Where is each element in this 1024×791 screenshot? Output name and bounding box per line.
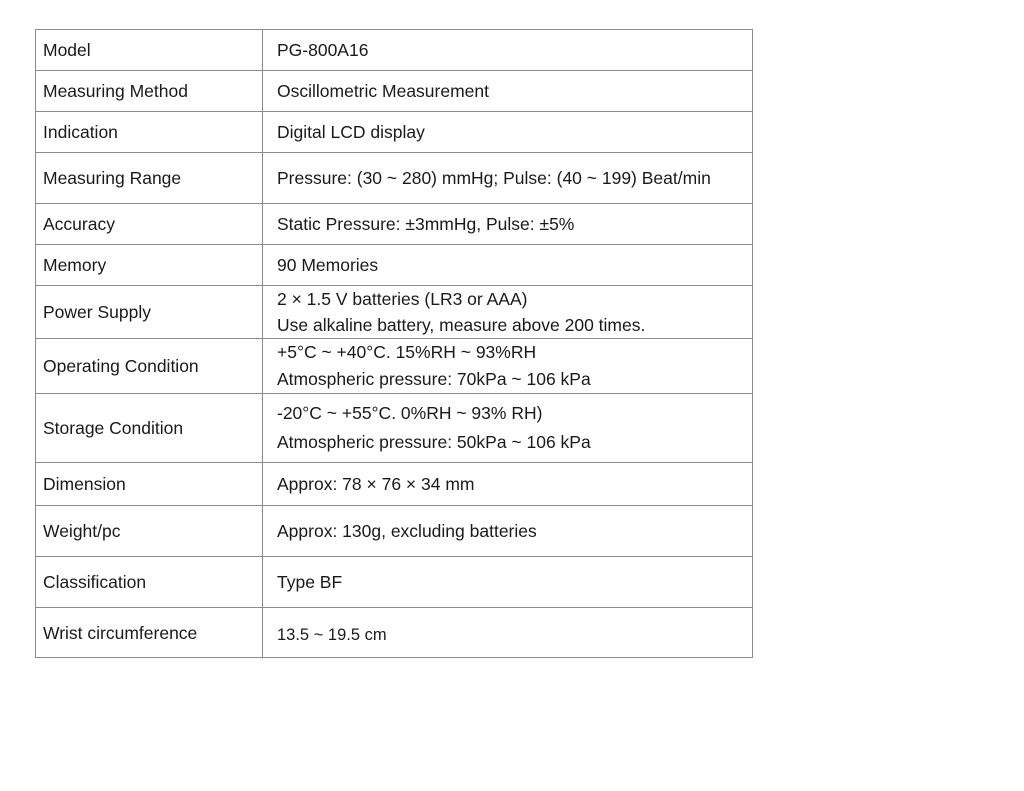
table-row: [36, 71, 753, 112]
row-label: Operating Condition: [36, 339, 263, 394]
row-value: Type BF: [263, 557, 753, 608]
row-label: Power Supply: [36, 286, 263, 339]
table-row: [36, 339, 753, 394]
row-label: Measuring Method: [36, 71, 263, 112]
table-row: [36, 286, 753, 339]
row-label: Storage Condition: [36, 394, 263, 463]
row-label: Dimension: [36, 463, 263, 506]
row-label: Classification: [36, 557, 263, 608]
row-label: Indication: [36, 112, 263, 153]
table-row: [36, 394, 753, 463]
table-row: [36, 112, 753, 153]
table-row: [36, 204, 753, 245]
row-label: Wrist circumference: [36, 608, 263, 658]
table-row: [36, 30, 753, 71]
table-row: [36, 463, 753, 506]
row-value: PG-800A16: [263, 30, 753, 71]
table-row: [36, 506, 753, 557]
specification-table: [35, 29, 753, 658]
row-value: Static Pressure: ±3mmHg, Pulse: ±5%: [263, 204, 753, 245]
table-row: [36, 608, 753, 658]
row-value: Digital LCD display: [263, 112, 753, 153]
row-value: +5°C ~ +40°C. 15%RH ~ 93%RH Atmospheric pressure: 70kPa ~ 106 kPa: [263, 339, 753, 394]
row-label: Memory: [36, 245, 263, 286]
row-value: 90 Memories: [263, 245, 753, 286]
table-row: [36, 153, 753, 204]
row-label: Measuring Range: [36, 153, 263, 204]
row-value: -20°C ~ +55°C. 0%RH ~ 93% RH) Atmospheric pressure: 50kPa ~ 106 kPa: [263, 394, 753, 463]
table-row: [36, 557, 753, 608]
row-value: Approx: 78 × 76 × 34 mm: [263, 463, 753, 506]
row-label: Accuracy: [36, 204, 263, 245]
table-row: [36, 245, 753, 286]
row-value: Oscillometric Measurement: [263, 71, 753, 112]
row-value: Pressure: (30 ~ 280) mmHg; Pulse: (40 ~ 199) Beat/min: [263, 153, 753, 204]
row-label: Weight/pc: [36, 506, 263, 557]
row-value: 13.5 ~ 19.5 cm: [263, 608, 753, 658]
row-label: Model: [36, 30, 263, 71]
row-value: 2 × 1.5 V batteries (LR3 or AAA) Use alkaline battery, measure above 200 times.: [263, 286, 753, 339]
row-value: Approx: 130g, excluding batteries: [263, 506, 753, 557]
